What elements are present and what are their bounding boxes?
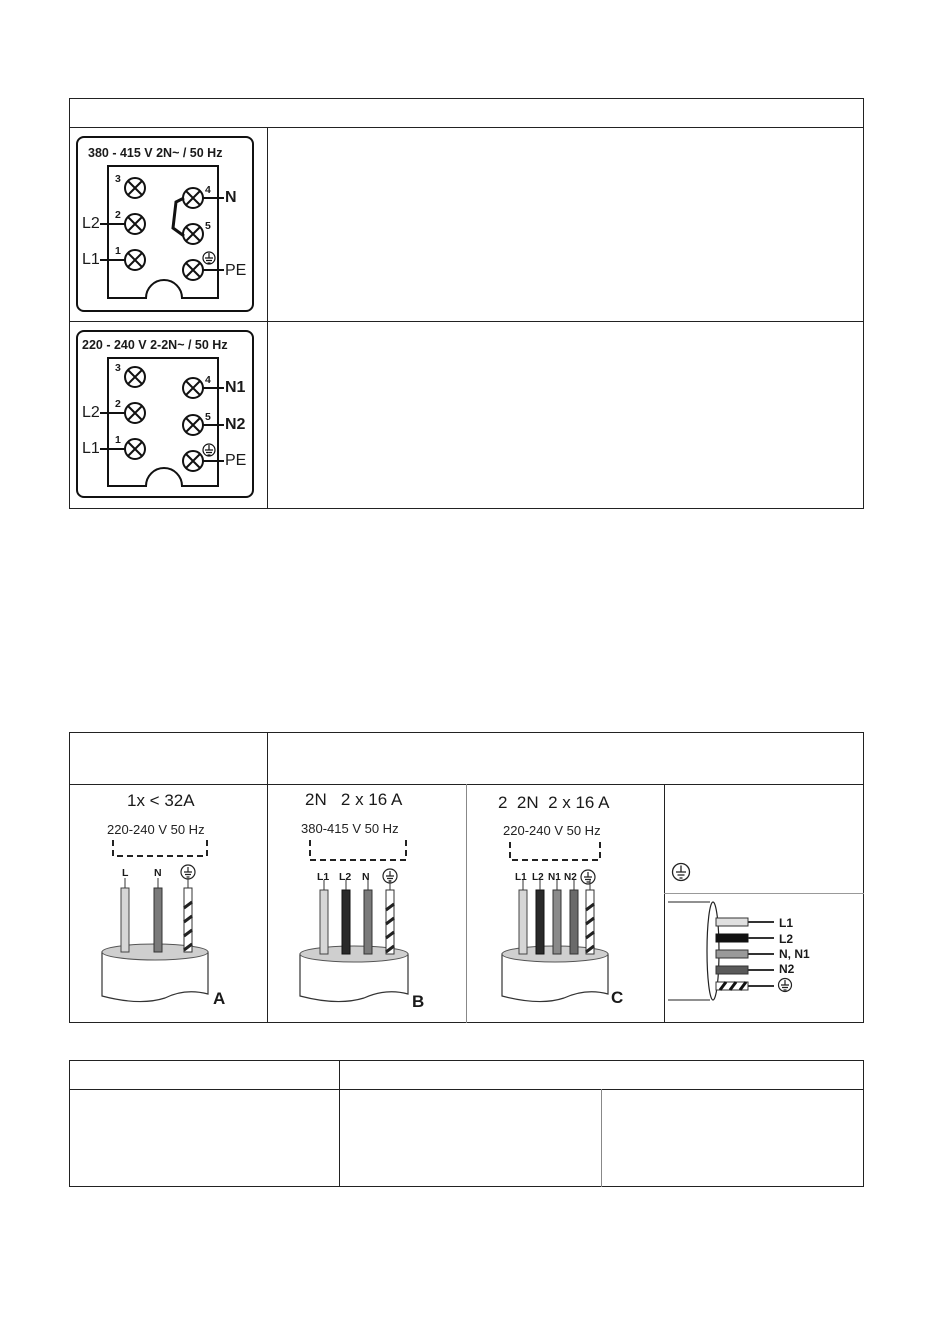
terminal-2-number-1: 1: [115, 434, 121, 446]
panel-c-wire-l1: L1: [515, 872, 527, 883]
bottom-table-col-2: [601, 1089, 602, 1187]
panel-c-caption: C: [611, 988, 624, 1007]
terminal-2-label-l2: L2: [82, 404, 100, 421]
panel-a-wire-n: N: [154, 867, 162, 879]
terminal-label-pe: PE: [225, 262, 247, 279]
terminal-2-label-n2: N2: [225, 416, 246, 433]
panel-a-cable: [100, 838, 260, 1018]
cable-table-col-1: [267, 732, 268, 1023]
terminal-number-3: 3: [115, 173, 121, 185]
terminal-number-2: 2: [115, 209, 121, 221]
legend-label-n-n1: N, N1: [779, 947, 810, 961]
terminal-2-label-pe: PE: [225, 452, 247, 469]
legend-cable-drawing: [668, 896, 788, 1006]
bottom-table: [69, 1060, 864, 1187]
panel-a-caption: A: [213, 989, 226, 1008]
terminal-label-n: N: [225, 189, 237, 206]
panel-c-wire-l2: L2: [532, 872, 544, 883]
terminal-label-l2: L2: [82, 215, 100, 232]
legend-label-l1: L1: [779, 916, 794, 930]
panel-c-wire-n2: N2: [564, 872, 577, 883]
panel-b-wire-l2: L2: [339, 871, 352, 883]
legend-label-earth-icon: [777, 977, 793, 993]
terminal-number-1: 1: [115, 245, 121, 257]
terminal-number-5: 5: [205, 220, 211, 232]
legend-label-n2: N2: [779, 962, 795, 976]
panel-a-current: 1x < 32A: [127, 791, 195, 810]
terminal-number-4: 4: [205, 184, 211, 196]
panel-b-voltage: 380-415 V 50 Hz: [301, 821, 399, 836]
terminal-diagram-1-drawing: [76, 136, 254, 312]
panel-a-wire-l: L: [122, 867, 129, 879]
panel-c-voltage: 220-240 V 50 Hz: [503, 823, 601, 838]
bottom-table-col-1: [339, 1060, 340, 1187]
panel-b-cable: [298, 838, 458, 1018]
terminal-2-label-l1: L1: [82, 440, 100, 457]
cable-table-col-3: [664, 784, 665, 1023]
panel-b-caption: B: [412, 992, 425, 1011]
terminal-table-row-line: [69, 321, 864, 322]
terminal-diagram-2-title: 220 - 240 V 2-2N~ / 50 Hz: [82, 338, 228, 352]
cable-table-col-2: [466, 784, 467, 1023]
panel-c-wire-n1: N1: [548, 872, 561, 883]
terminal-2-number-2: 2: [115, 398, 121, 410]
terminal-table-column-line: [267, 127, 268, 509]
panel-c-current: 2 2N 2 x 16 A: [498, 793, 610, 812]
terminal-2-label-n1: N1: [225, 379, 246, 396]
legend-earth-icon: [671, 862, 691, 882]
panel-a-voltage: 220-240 V 50 Hz: [107, 822, 205, 837]
panel-b-wire-l1: L1: [317, 871, 330, 883]
terminal-label-l1: L1: [82, 251, 100, 268]
panel-b-current: 2N 2 x 16 A: [305, 790, 403, 809]
terminal-2-number-5: 5: [205, 411, 211, 423]
legend-label-l2: L2: [779, 932, 794, 946]
terminal-2-number-4: 4: [205, 374, 211, 386]
terminal-table-header-line: [69, 127, 864, 128]
panel-c-cable: [500, 840, 660, 1020]
terminal-diagram-2-drawing: [76, 330, 254, 498]
terminal-diagram-1-title: 380 - 415 V 2N~ / 50 Hz: [88, 146, 223, 160]
terminal-2-number-3: 3: [115, 362, 121, 374]
bottom-table-header-line: [69, 1089, 864, 1090]
panel-b-wire-n: N: [362, 871, 370, 883]
legend-divider: [664, 893, 864, 894]
